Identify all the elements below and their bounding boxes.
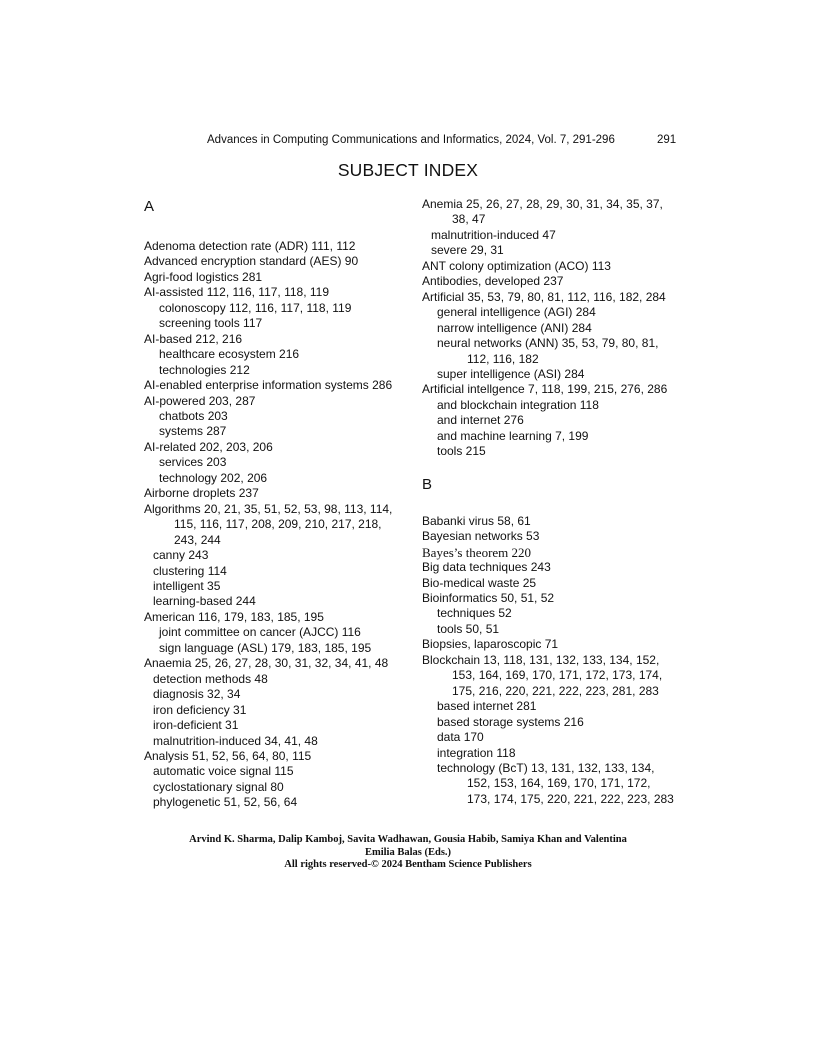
index-subentry: techniques 52 <box>437 606 512 621</box>
editors-line: Arvind K. Sharma, Dalip Kamboj, Savita Wadhawan, Gousia Habib, Samiya Khan and Valentina <box>189 834 627 845</box>
index-subentry: chatbots 203 <box>159 408 228 423</box>
index-subentry: phylogenetic 51, 52, 56, 64 <box>153 795 298 810</box>
index-subentry: and blockchain integration 118 <box>437 397 599 412</box>
index-entry: AI-enabled enterprise information systems 286 <box>144 378 393 393</box>
index-entry: Algorithms 20, 21, 35, 51, 52, 53, 98, 113, 114, 115, 116, 117, 208, 209, 210, 217, 218, 243, 244 <box>144 501 393 547</box>
index-entry: Babanki virus 58, 61 <box>422 513 531 528</box>
index-subentry: severe 29, 31 <box>431 243 504 258</box>
index-subentry: clustering 114 <box>153 563 227 578</box>
index-subentry: and machine learning 7, 199 <box>437 428 589 443</box>
index-subentry: technologies 212 <box>159 362 250 377</box>
index-subentry: sign language (ASL) 179, 183, 185, 195 <box>159 640 372 655</box>
index-subentry: joint committee on cancer (AJCC) 116 <box>159 625 361 640</box>
index-entry: Bayesian networks 53 <box>422 529 540 544</box>
index-subentry: canny 243 <box>153 548 209 563</box>
index-subentry: data 170 <box>437 730 484 745</box>
index-subentry: technology 202, 206 <box>159 470 268 485</box>
index-entry: Agri-food logistics 281 <box>144 269 263 284</box>
section-letter-a: A <box>144 198 155 215</box>
index-entry: AI-related 202, 203, 206 <box>144 439 273 454</box>
index-subentry: screening tools 117 <box>159 316 263 331</box>
index-subentry: diagnosis 32, 34 <box>153 687 241 702</box>
editors-line-continued: Emilia Balas (Eds.) <box>364 846 452 858</box>
index-subentry: based storage systems 216 <box>437 714 584 729</box>
section-spacer <box>144 216 406 239</box>
index-entry: Airborne droplets 237 <box>144 486 259 501</box>
index-subentry: automatic voice signal 115 <box>153 764 294 779</box>
index-entry: Anaemia 25, 26, 27, 28, 30, 31, 32, 34, 41, 48 <box>144 656 389 671</box>
index-subentry: iron deficiency 31 <box>153 702 247 717</box>
index-entry: AI-powered 203, 287 <box>144 393 256 408</box>
index-entries-a <box>144 239 406 811</box>
index-subentry: super intelligence (ASI) 284 <box>437 366 585 381</box>
index-entry: Anemia 25, 26, 27, 28, 29, 30, 31, 34, 35, 37, 38, 47 <box>422 197 663 227</box>
index-subentry: colonoscopy 112, 116, 117, 118, 119 <box>159 300 352 315</box>
index-subentry: learning-based 244 <box>153 594 256 609</box>
index-entry: Analysis 51, 52, 56, 64, 80, 115 <box>144 748 312 763</box>
index-subentry: malnutrition-induced 47 <box>431 227 556 242</box>
index-entry: Artificial intellgence 7, 118, 199, 215, 276, 286 <box>422 382 668 397</box>
index-entry: Biopsies, laparoscopic 71 <box>422 637 559 652</box>
index-entry: AI-based 212, 216 <box>144 331 243 346</box>
index-entry: AI-assisted 112, 116, 117, 118, 119 <box>144 285 330 300</box>
index-entry: Big data techniques 243 <box>422 560 551 575</box>
index-subentry: general intelligence (AGI) 284 <box>437 305 596 320</box>
index-entry: Bioinformatics 50, 51, 52 <box>422 590 555 605</box>
copyright-footer <box>0 834 816 872</box>
index-entry: Artificial 35, 53, 79, 80, 81, 112, 116, 182, 284 <box>422 289 666 304</box>
index-column-left <box>144 197 406 811</box>
index-subentry: integration 118 <box>437 745 516 760</box>
index-entry: ANT colony optimization (ACO) 113 <box>422 258 611 273</box>
index-entry: Bayes’s theorem 220 <box>422 544 532 560</box>
section-spacer <box>422 460 676 475</box>
index-subentry: malnutrition-induced 34, 41, 48 <box>153 733 318 748</box>
index-entry: Advanced encryption standard (AES) 90 <box>144 254 359 269</box>
index-subentry: narrow intelligence (ANI) 284 <box>437 320 592 335</box>
index-subentry: intelligent 35 <box>153 578 221 593</box>
index-subentry: detection methods 48 <box>153 671 268 686</box>
index-subentry: technology (BcT) 13, 131, 132, 133, 134, 152, 153, 164, 169, 170, 171, 172, 173, 174, 175, 220, 221, 222, 223, 283 <box>437 760 674 806</box>
index-entry: American 116, 179, 183, 185, 195 <box>144 609 324 624</box>
index-entry: Antibodies, developed 237 <box>422 274 564 289</box>
copyright-line: All rights reserved-© 2024 Bentham Science Publishers <box>284 859 532 870</box>
index-column-right <box>422 197 676 807</box>
index-subentry: healthcare ecosystem 216 <box>159 347 300 362</box>
journal-citation: Advances in Computing Communications and Informatics, 2024, Vol. 7, 291-296 <box>207 134 615 146</box>
index-entry: Blockchain 13, 118, 131, 132, 133, 134, 152, 153, 164, 169, 170, 171, 172, 173, 174, 175, 216, 220, 221, 222, 223, 281, 283 <box>422 652 663 698</box>
page-title: SUBJECT INDEX <box>337 160 479 180</box>
index-entry: Bio-medical waste 25 <box>422 575 537 590</box>
index-subentry: and internet 276 <box>437 413 524 428</box>
index-subentry: systems 287 <box>159 424 227 439</box>
index-subentry: neural networks (ANN) 35, 53, 79, 80, 81, 112, 116, 182 <box>437 336 659 366</box>
index-entries-a-continued <box>422 197 676 460</box>
index-entries-b <box>422 514 676 808</box>
index-subentry: services 203 <box>159 455 227 470</box>
index-entry: Adenoma detection rate (ADR) 111, 112 <box>144 239 356 253</box>
section-spacer <box>422 494 676 514</box>
index-subentry: based internet 281 <box>437 699 537 714</box>
index-subentry: tools 215 <box>437 444 486 459</box>
page-number: 291 <box>657 134 677 146</box>
index-subentry: iron-deficient 31 <box>153 718 239 733</box>
index-subentry: cyclostationary signal 80 <box>153 779 284 794</box>
index-subentry: tools 50, 51 <box>437 621 500 636</box>
section-letter-b: B <box>422 475 433 493</box>
